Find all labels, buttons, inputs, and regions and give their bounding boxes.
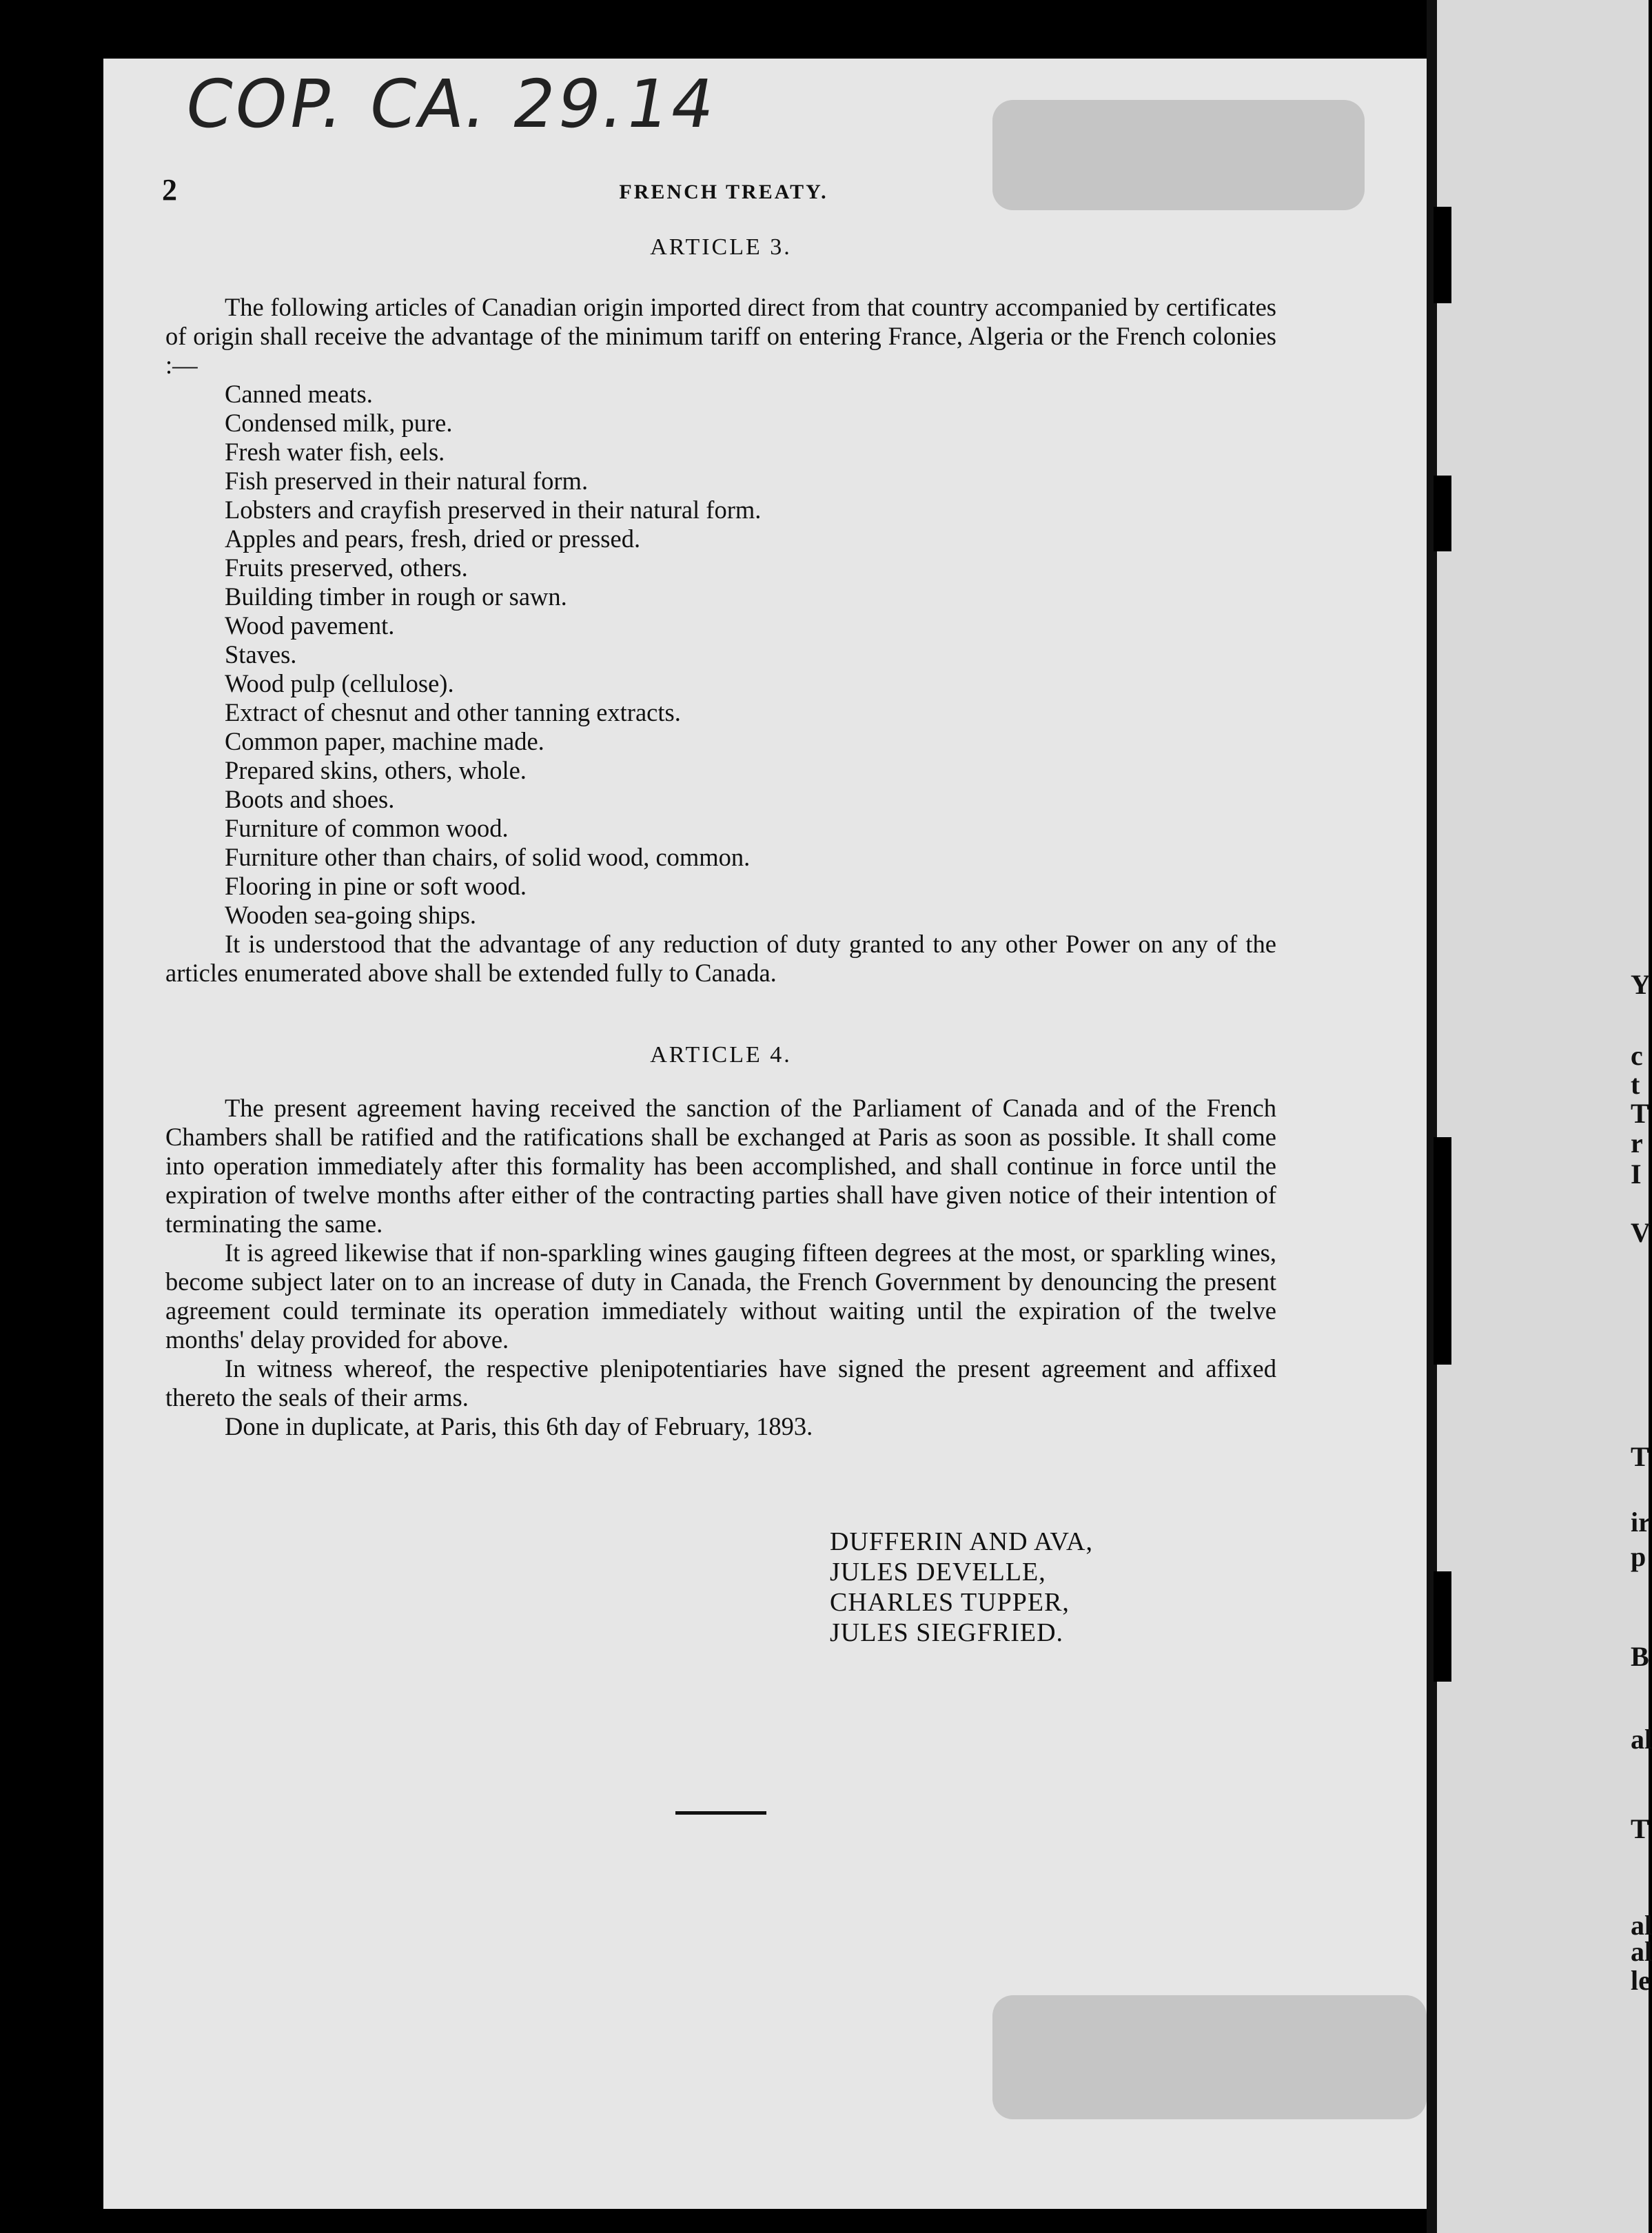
article-3-body [165,293,1276,988]
right-page-fragment: p [1631,1541,1646,1572]
article-4-paragraph: In witness whereof, the respective plenipotentiaries have signed the present agreement and affixed thereto the seals of their arms. [165,1354,1276,1411]
article-3-heading: ARTICLE 3. [650,234,792,260]
right-page-fragment: r [1631,1128,1643,1159]
signatory: DUFFERIN AND AVA, [830,1527,1093,1556]
signatory: JULES SIEGFRIED. [830,1618,1064,1647]
tariff-item: Extract of chesnut and other tanning extracts. [225,698,681,726]
tariff-item: Lobsters and crayfish preserved in their natural form. [225,496,762,524]
signatories [830,1527,1093,1648]
article-4-heading: ARTICLE 4. [650,1042,792,1068]
article-3-intro: The following articles of Canadian origin imported direct from that country accompanied by certificates of origin shall receive the advantage of the minimum tariff on entering France, Algeria or the French colonies :— [165,293,1276,379]
signatory: JULES DEVELLE, [830,1558,1046,1587]
right-page-fragment: T [1631,1813,1649,1844]
tariff-item: Wood pavement. [225,611,395,640]
right-page-fragment: t [1631,1069,1640,1100]
article-3-items [165,380,1276,930]
tariff-item: Furniture other than chairs, of solid wood, common. [225,843,751,871]
right-page-fragment: ir [1631,1507,1651,1538]
right-page-fragment: al [1631,1910,1652,1941]
tariff-item: Fresh water fish, eels. [225,438,445,466]
right-page-fragment: c [1631,1040,1643,1071]
tariff-item: Fish preserved in their natural form. [225,467,589,495]
right-page-fragment: al [1631,1724,1652,1755]
right-page-fragment: le [1631,1965,1651,1996]
right-page-fragment: T [1631,1441,1649,1472]
right-page-fragment: Y [1631,969,1651,1000]
article-4-paragraph: The present agreement having received the sanction of the Parliament of Canada and of the French Chambers shall be ratified and the ratifications shall be exchanged at Paris as soon as possible. It shall come into operation immediately after this formality has been accomplished, and shall continue in force until the expiration of twelve months after either of the contracting parties shall have given notice of their intention of terminating the same. [165,1094,1276,1238]
spine-mark [1434,1571,1451,1682]
tariff-item: Boots and shoes. [225,785,395,813]
tariff-item: Staves. [225,640,297,669]
handwritten-reference: COP. CA. 29.14 [179,65,724,143]
right-page-fragment: al [1631,1936,1652,1967]
page-fold-shadow [1427,0,1438,2233]
tariff-item: Wood pulp (cellulose). [225,669,454,697]
right-page-fragment: B [1631,1641,1649,1672]
tariff-item: Prepared skins, others, whole. [225,756,527,784]
spine-mark [1434,476,1451,551]
tariff-item: Fruits preserved, others. [225,553,468,582]
tariff-item: Canned meats. [225,380,373,408]
right-page-fragment: T [1631,1098,1649,1129]
article-4-paragraph: It is agreed likewise that if non-sparkling wines gauging fifteen degrees at the most, or sparkling wines, become subject later on to an increase of duty in Canada, the French Government by denouncing the present agreement could terminate its operation immediately without waiting until the expiration of the twelve months' delay provided for above. [165,1238,1276,1354]
stain [992,1995,1427,2119]
running-head: FRENCH TREATY. [619,181,828,203]
right-page-fragment: I [1631,1159,1642,1190]
closing-rule [675,1811,766,1815]
tariff-item: Building timber in rough or sawn. [225,582,567,611]
tariff-item: Common paper, machine made. [225,727,544,755]
signatory: CHARLES TUPPER, [830,1588,1070,1617]
spine-mark [1434,1137,1451,1365]
spine-mark [1434,207,1451,303]
tariff-item: Furniture of common wood. [225,814,509,842]
right-page-fragment: V [1631,1217,1651,1248]
tariff-item: Apples and pears, fresh, dried or pressed. [225,524,641,553]
adjacent-page [1437,0,1649,2233]
tariff-item: Flooring in pine or soft wood. [225,872,527,900]
tariff-item: Wooden sea-going ships. [225,901,477,929]
article-4-paragraph: Done in duplicate, at Paris, this 6th day of February, 1893. [225,1412,813,1440]
article-4-body [165,1094,1276,1441]
page-number: 2 [162,173,177,207]
article-3-closing: It is understood that the advantage of any reduction of duty granted to any other Power on any of the articles enumerated above shall be extended fully to Canada. [165,930,1276,987]
tariff-item: Condensed milk, pure. [225,409,453,437]
